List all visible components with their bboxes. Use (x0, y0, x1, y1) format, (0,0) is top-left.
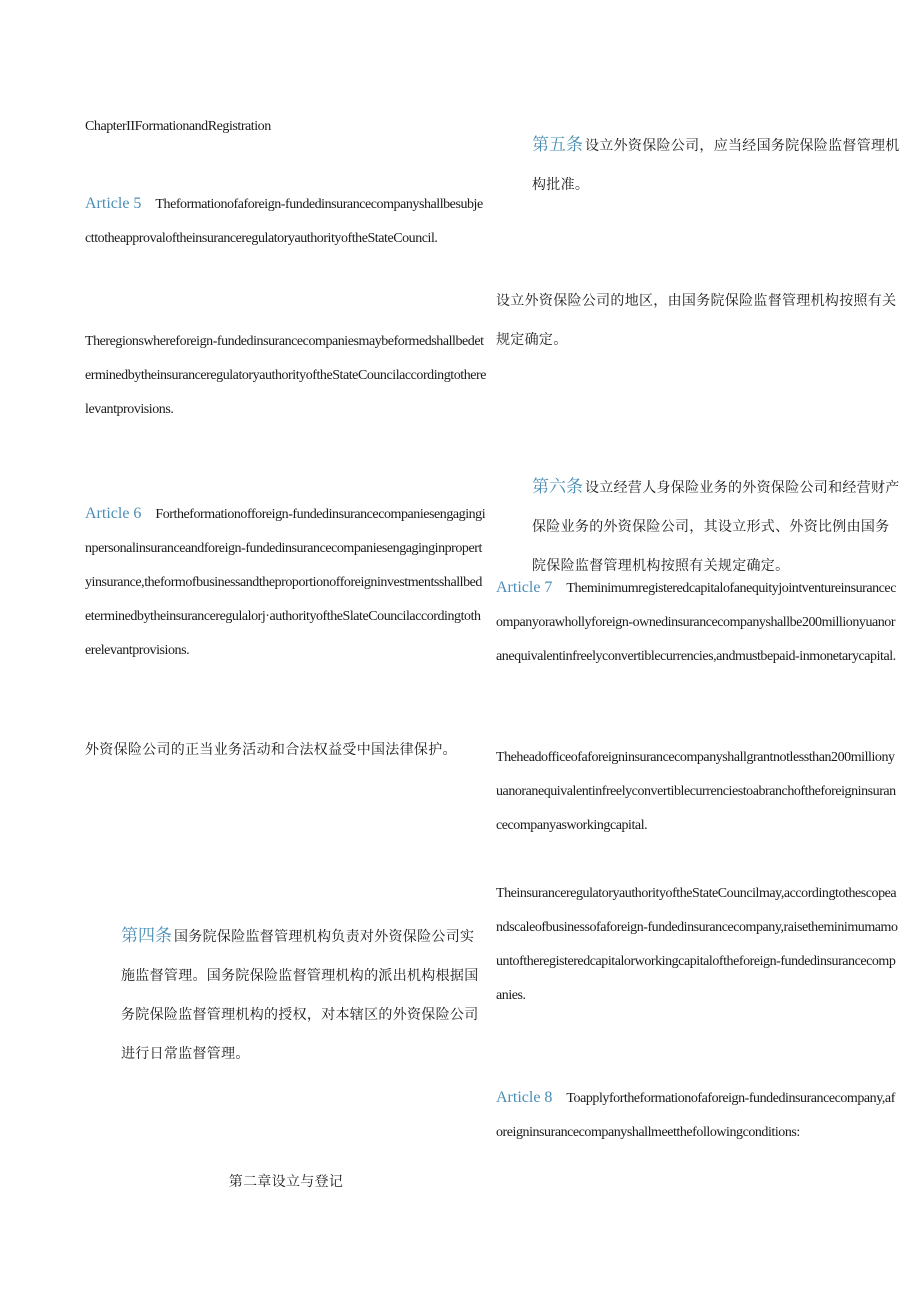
zh-article-5-para2: 设立外资保险公司的地区，由国务院保险监督管理机构按照有关规定确定。 (496, 294, 897, 348)
article-text: Theformationofaforeign-fundedinsurancecompanyshallbesubjecttotheapprovaloftheinsuranceregulatoryauthorityoftheStateCouncil. (85, 197, 483, 246)
article-text: Toapplyfortheformationofaforeign-fundedinsurancecompany,aforeigninsurancecompanyshallmeetthefollowingconditions: (496, 1091, 895, 1140)
article-7-para2-en: Theheadofficeofaforeigninsurancecompanyshallgrantnotlessthan200millionyuanoranequivalentinfreelyconvertiblecurrenciestoabranchoftheforeigninsurancecompanyasworkingcapital. (496, 750, 896, 833)
article-label: Article 6 (85, 505, 142, 522)
zh-article-label: 第六条 (532, 477, 583, 496)
article-5-para2-en: Theregionswhereforeign-fundedinsurancecompaniesmaybeformedshallbedeterminedbytheinsuranceregulatoryauthorityoftheStateCouncilaccordingtotherelevantprovisions. (85, 334, 486, 417)
zh-article-text: 国务院保险监督管理机构负责对外资保险公司实施监督管理。国务院保险监督管理机构的派出机构根据国务院保险监督管理机构的授权，对本辖区的外资保险公司进行日常监督管理。 (121, 930, 479, 1062)
article-7-para3-en: TheinsuranceregulatoryauthorityoftheStateCouncilmay,accordingtothescopeandscaleofbusinessofaforeign-fundedinsurancecompany,raisetheminimumamountoftheregisteredcapitalorworkingcapitaloftheforeign-fundedinsurancecompanies. (496, 886, 898, 1003)
article-5-en (85, 187, 486, 256)
article-6-en (85, 497, 486, 668)
zh-article-5 (496, 125, 900, 205)
article-text: Fortheformationofforeign-fundedinsurancecompaniesengaginginpersonalinsuranceandforeign-fundedinsurancecompaniesengaginginpropertyinsurance,theformofbusinessandtheproportionofforeigninvestmentsshallbedeterminedbytheinsuranceregulalorj·authorityoftheSlateCouncilaccordingtotherelevantprovisions. (85, 507, 486, 658)
article-label: Article 7 (496, 579, 553, 596)
article-7-en (496, 571, 898, 674)
zh-article-text: 设立外资保险公司，应当经国务院保险监督管理机构批准。 (532, 139, 900, 193)
zh-article-label: 第四条 (121, 926, 172, 945)
zh-chapter-heading: 第二章设立与登记 (228, 1175, 344, 1190)
article-text: Theminimumregisteredcapitalofanequityjointventureinsurancecompanyorawhollyforeign-ownedinsurancecompanyshallbe200millionyuanoranequivalentinfreelyconvertiblecurrencies,andmustbepaid-inmonetarycapital. (496, 581, 896, 664)
zh-article-text: 设立经营人身保险业务的外资保险公司和经营财产保险业务的外资保险公司，其设立形式、外资比例由国务院保险监督管理机构按照有关规定确定。 (532, 481, 900, 574)
zh-protection-paragraph: 外资保险公司的正当业务活动和合法权益受中国法律保护。 (85, 743, 457, 758)
article-label: Article 5 (85, 195, 142, 212)
article-8-en (496, 1081, 898, 1150)
zh-article-4 (85, 916, 487, 1074)
zh-article-6 (496, 467, 900, 586)
article-label: Article 8 (496, 1089, 553, 1106)
zh-article-label: 第五条 (532, 135, 583, 154)
chapter-heading-en: ChapterIIFormationandRegistration (85, 119, 271, 134)
